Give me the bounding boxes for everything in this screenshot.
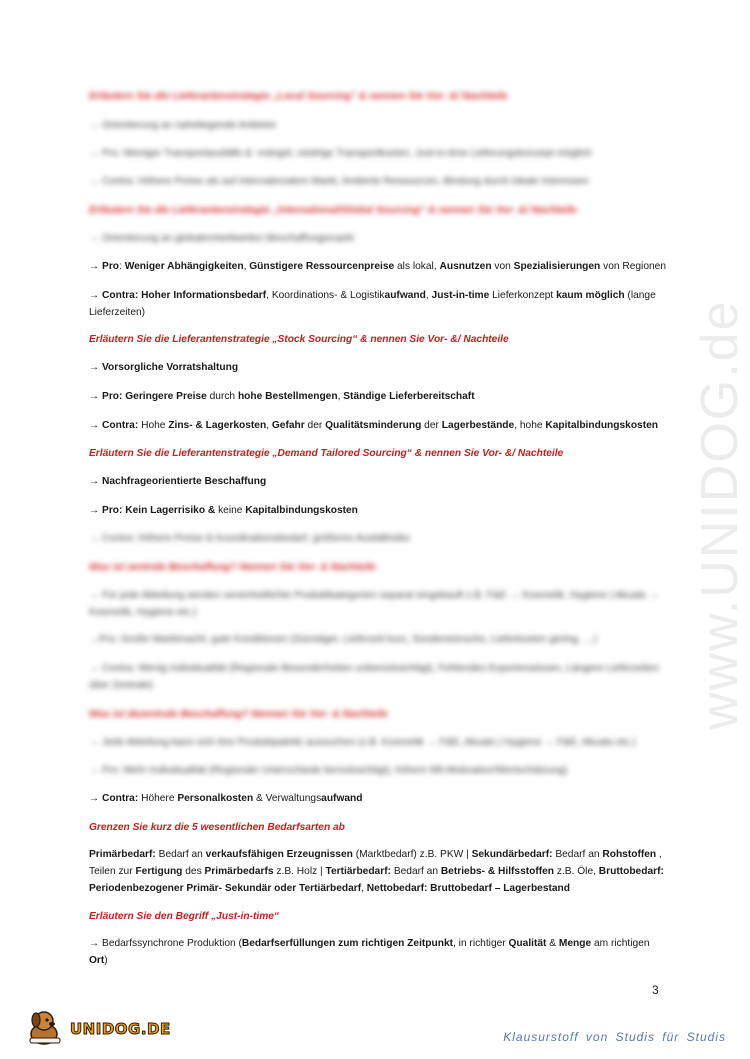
arrow-icon: → <box>89 793 100 804</box>
stock-line-1: → Vorsorgliche Vorratshaltung <box>89 362 239 373</box>
arrow-icon: → <box>89 290 100 301</box>
watermark <box>690 250 749 730</box>
arrow-icon: → <box>89 391 100 402</box>
footer-tagline: Klausurstoff von Studis für Studis <box>503 1030 726 1044</box>
blurred-line: → Contra: Höhere Preise als auf internationalem Markt, limitierte Ressourcen, Bindung durch lokale Interessen <box>89 176 589 187</box>
question-bedarfsarten: Grenzen Sie kurz die 5 wesentlichen Bedarfsarten ab <box>89 822 345 833</box>
stock-contra-line: → Contra: Hohe Zins- & Lagerkosten, Gefahr der Qualitätsminderung der Lagerbestände, hohe Kapitalbindungskosten <box>89 420 658 431</box>
dog-icon <box>22 1008 70 1048</box>
arrow-icon: → <box>89 362 100 373</box>
page-number: 3 <box>652 983 659 997</box>
blurred-line: → Contra: Höhere Preise & Koordinationsbedarf, größeres Ausfallrisiko <box>89 533 411 544</box>
just-in-time-line: → Bedarfssynchrone Produktion (Bedarfserfüllungen zum richtigen Zeitpunkt, in richtiger Qualität & Menge am richtigen Ort) <box>89 938 650 966</box>
watermark-text: www.UNIDOG.de <box>691 299 749 730</box>
blurred-question-dezentrale-beschaffung: Was ist dezentrale Beschaffung? Nennen Sie Vor- & Nachteile <box>89 709 388 720</box>
blurred-line: → Pro: Weniger Transportausfälle & -mängel, niedrige Transportkosten, Just-in-time Lieferungskonzept möglich <box>89 148 592 159</box>
blurred-line: → Pro: Mehr Individualität (Regionale Unterschiede berücksichtigt), höhere Mit-Motivation/Wertschätzung) <box>89 765 568 776</box>
bedarfsarten-paragraph: Primärbedarf: Bedarf an verkaufsfähigen Erzeugnissen (Marktbedarf) z.B. PKW | Sekundärbedarf: Bedarf an Rohstoffen , Teilen zur Fertigung des Primärbedarfs z.B. Holz | Tertiärbedarf: Bedarf an Betriebs- & Hilfsstoffen z.B. Öle, Bruttobedarf: Periodenbezogener Primär- Sekundär oder Tertiärbedarf, Nettobedarf: Bruttobedarf – Lagerbestand <box>89 849 664 894</box>
blurred-question-zentrale-beschaffung: Was ist zentrale Beschaffung? Nennen Sie Vor- & Nachteile <box>89 562 376 573</box>
demand-line-1: → Nachfrageorientierte Beschaffung <box>89 476 267 487</box>
arrow-icon: → <box>89 938 100 949</box>
question-demand-tailored-sourcing: Erläutern Sie die Lieferantenstrategie „Demand Tailored Sourcing“ & nennen Sie Vor- &/ Nachteile <box>89 448 564 459</box>
stock-pro-line: → Pro: Geringere Preise durch hohe Bestellmengen, Ständige Lieferbereitschaft <box>89 391 475 402</box>
logo-text: UNIDOG.DE <box>70 1020 171 1038</box>
global-contra-line: → Contra: Hoher Informationsbedarf, Koordinations- & Logistikaufwand, Just-in-time Lieferkonzept kaum möglich (lange Lieferzeiten) <box>89 290 656 318</box>
arrow-icon: → <box>89 261 100 272</box>
arrow-icon: → <box>89 476 100 487</box>
global-pro-line: → Pro: Weniger Abhängigkeiten, Günstigere Ressourcenpreise als lokal, Ausnutzen von Spezialisierungen von Regionen <box>89 261 666 272</box>
question-just-in-time: Erläutern Sie den Begriff „Just-in-time“ <box>89 911 280 922</box>
demand-pro-line: → Pro: Kein Lagerrisiko & keine Kapitalbindungskosten <box>89 505 358 516</box>
unidog-logo <box>22 1008 182 1048</box>
blurred-question-global-sourcing: Erläutern Sie die Lieferantenstrategie „International/Global Sourcing“ & nennen Sie Vor- &/ Nachteile <box>89 205 577 216</box>
blurred-line: → Orientierung an globalen/weltweiten Beschaffungsmarkt <box>89 233 354 244</box>
blurred-line: → Contra: Wenig Individualität (Regionale Besonderheiten unberücksichtigt), Fehlendes Expertenwissen, Längere Lieferzeiten über Zentrale) <box>89 663 660 691</box>
blurred-question-local-sourcing: Erläutern Sie die Lieferantenstrategie „Local Sourcing“ & nennen Sie Vor- &/ Nachteile <box>89 91 508 102</box>
arrow-icon: → <box>89 505 100 516</box>
blurred-line: →Pro: Große Marktmacht, gute Konditionen (Günstiger, Lieferzeit kurz, Sonderwünsche, Lieferkosten gering, …) <box>89 634 597 645</box>
blurred-line: → Orientierung an naheliegende Anbieter <box>89 120 277 131</box>
arrow-icon: → <box>89 420 100 431</box>
blurred-line: → Für jede Abteilung werden vereinheitlichte Produktkategorien separat eingekauft z.B. F&E → Kosmetik, Hygiene | Akuats → Kosmetik, Hygiene etc.) <box>89 590 660 618</box>
blurred-line: → Jede Abteilung kann sich ihre Produktpalette aussuchen (z.B. Kosmetik → F&E, Akuats | Hygiene → F&E, Akuats etc.) <box>89 737 636 748</box>
question-stock-sourcing: Erläutern Sie die Lieferantenstrategie „Stock Sourcing“ & nennen Sie Vor- &/ Nachteile <box>89 334 509 345</box>
dezentral-contra-line: → Contra: Höhere Personalkosten & Verwaltungsaufwand <box>89 793 363 804</box>
